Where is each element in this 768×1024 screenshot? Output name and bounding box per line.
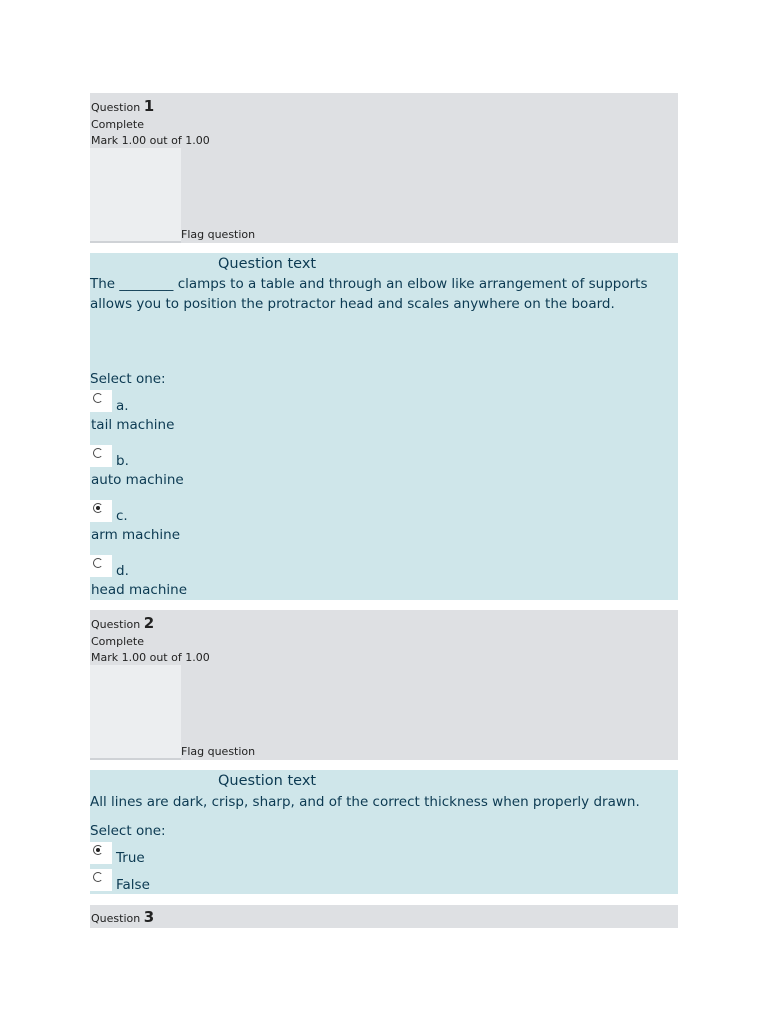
radio-selected-dot <box>96 848 100 852</box>
question-1-content <box>90 253 678 600</box>
question-1-state: Complete <box>91 118 145 131</box>
question-2-text: All lines are dark, crisp, sharp, and of the correct thickness when properly drawn. <box>90 794 640 810</box>
radio-icon <box>93 558 103 568</box>
question-1-prompt: Select one: <box>90 371 166 387</box>
question-2-option-false-text[interactable]: False <box>116 877 150 893</box>
question-1-number: Question 1 <box>91 97 155 115</box>
question-1-info <box>90 93 678 243</box>
question-1-option-d-radio[interactable] <box>90 555 112 577</box>
question-1-flag-link[interactable]: Flag question <box>181 228 256 241</box>
question-2-text-heading: Question text <box>218 773 317 789</box>
question-2-option-true-text[interactable]: True <box>116 850 145 866</box>
radio-icon <box>93 448 103 458</box>
question-2-state: Complete <box>91 635 145 648</box>
question-1-option-c-radio[interactable] <box>90 500 112 522</box>
question-3-info <box>90 905 678 928</box>
question-2-grade: Mark 1.00 out of 1.00 <box>91 651 210 664</box>
question-1-grade: Mark 1.00 out of 1.00 <box>91 134 210 147</box>
radio-icon <box>93 872 103 882</box>
question-1-option-d-letter: d. <box>116 563 129 579</box>
question-1-option-b-radio[interactable] <box>90 445 112 467</box>
question-1-flag-area <box>90 148 181 241</box>
question-1-option-a-text[interactable]: tail machine <box>91 417 175 433</box>
radio-icon <box>93 393 103 403</box>
question-1-option-b-text[interactable]: auto machine <box>91 472 184 488</box>
question-2-number: Question 2 <box>91 614 155 632</box>
question-2-prompt: Select one: <box>90 823 166 839</box>
question-2-option-false-radio[interactable] <box>90 869 112 891</box>
question-1-option-b-letter: b. <box>116 453 129 469</box>
question-1-option-c-letter: c. <box>116 508 128 524</box>
divider <box>90 241 181 243</box>
question-2-option-true-radio[interactable] <box>90 842 112 864</box>
question-1-text-heading: Question text <box>218 256 317 272</box>
question-2-info <box>90 610 678 760</box>
divider <box>90 758 181 760</box>
question-1-option-a-radio[interactable] <box>90 390 112 412</box>
question-3-number: Question 3 <box>91 908 155 926</box>
question-2-flag-link[interactable]: Flag question <box>181 745 256 758</box>
question-2-content <box>90 770 678 894</box>
question-1-option-d-text[interactable]: head machine <box>91 582 188 598</box>
question-1-text: The ________ clamps to a table and through an elbow like arrangement of supports allows you to position the protractor head and scales anywhere on the board. <box>90 276 648 312</box>
question-2-flag-area <box>90 665 181 758</box>
question-1-option-c-text[interactable]: arm machine <box>91 527 181 543</box>
question-1-option-a-letter: a. <box>116 398 129 414</box>
radio-selected-dot <box>96 506 100 510</box>
